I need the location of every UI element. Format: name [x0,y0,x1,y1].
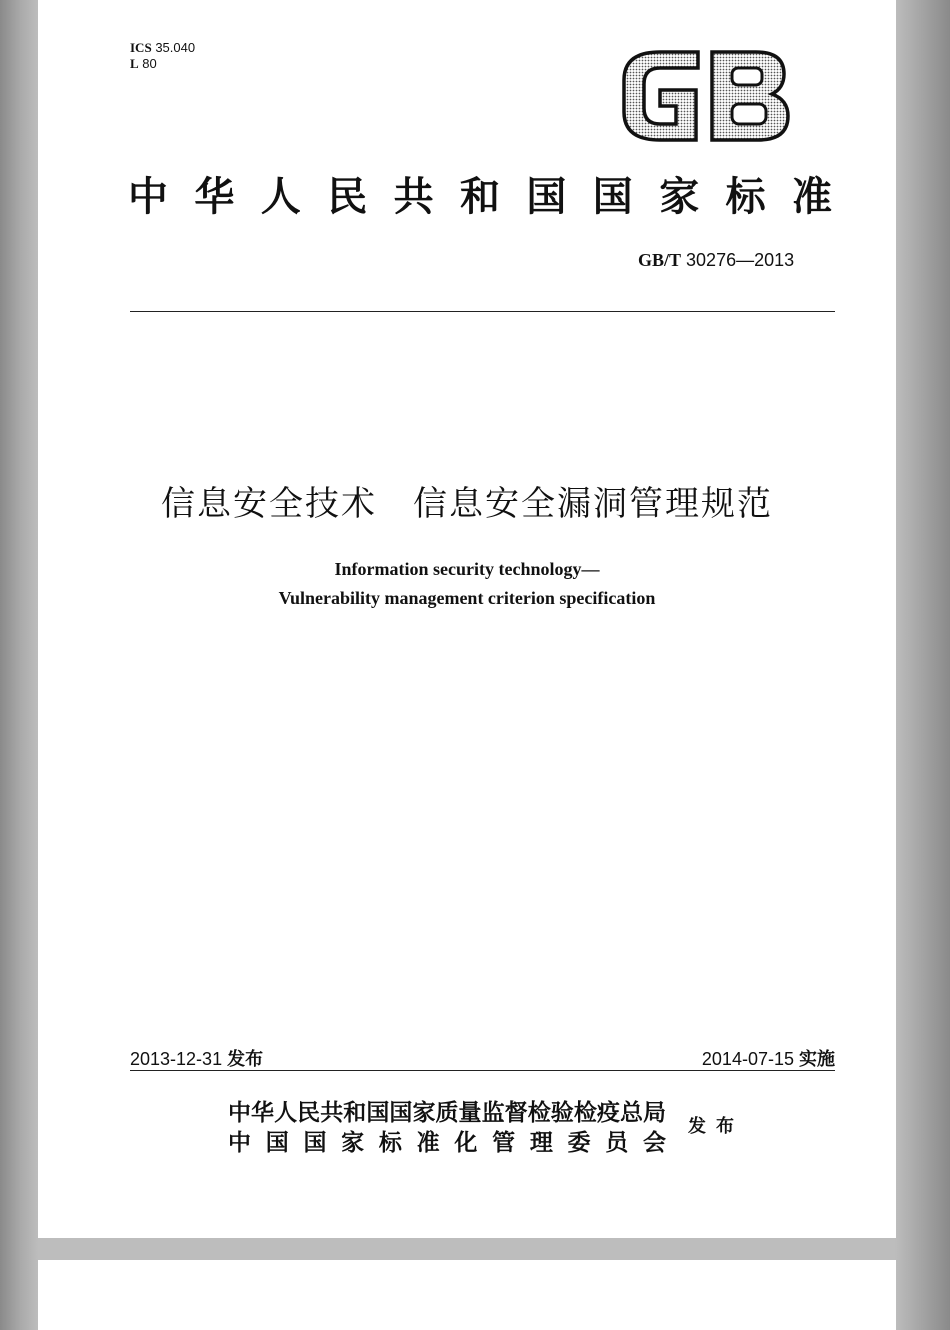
header-divider [130,311,835,312]
implement-date [702,1045,835,1071]
issuing-authorities [228,1098,666,1158]
implement-date-label: 实施 [799,1049,835,1070]
publish-date-label: 发布 [227,1049,264,1070]
next-page-preview [38,1260,896,1330]
document-page [38,0,896,1238]
document-title-en-line2: Vulnerability management criterion specification [278,588,656,608]
class-line [130,56,195,72]
issue-action: 发布 [688,1116,744,1137]
issuer-line-1: 中华人民共和国国家质量监督检验检疫总局 [228,1099,666,1126]
standard-title: 中华人民共和国国家标准 [128,173,838,220]
gb-logo-b [712,52,788,140]
class-code: 80 [142,56,157,71]
gb-logo-g [624,52,698,140]
publish-date-value: 2013-12-31 [130,1049,223,1069]
standard-number-prefix: GB/T [638,250,682,270]
ics-classification [130,40,195,72]
gb-logo [620,50,792,142]
ics-label: ICS [130,40,152,55]
publish-date [130,1045,263,1071]
document-title-en-line1: Information security technology— [334,559,600,579]
issuer-line-2: 中国国家标准化管理委员会 [228,1129,666,1156]
ics-code: 35.040 [155,40,196,55]
implement-date-value: 2014-07-15 [701,1049,794,1069]
footer-divider [130,1070,835,1071]
standard-number [638,250,794,271]
ics-line [130,40,195,56]
class-label: L [130,56,139,71]
document-title-cn: 信息安全技术 信息安全漏洞管理规范 [161,484,773,524]
standard-number-value: 30276—2013 [686,250,795,270]
document-title-en [38,555,896,613]
